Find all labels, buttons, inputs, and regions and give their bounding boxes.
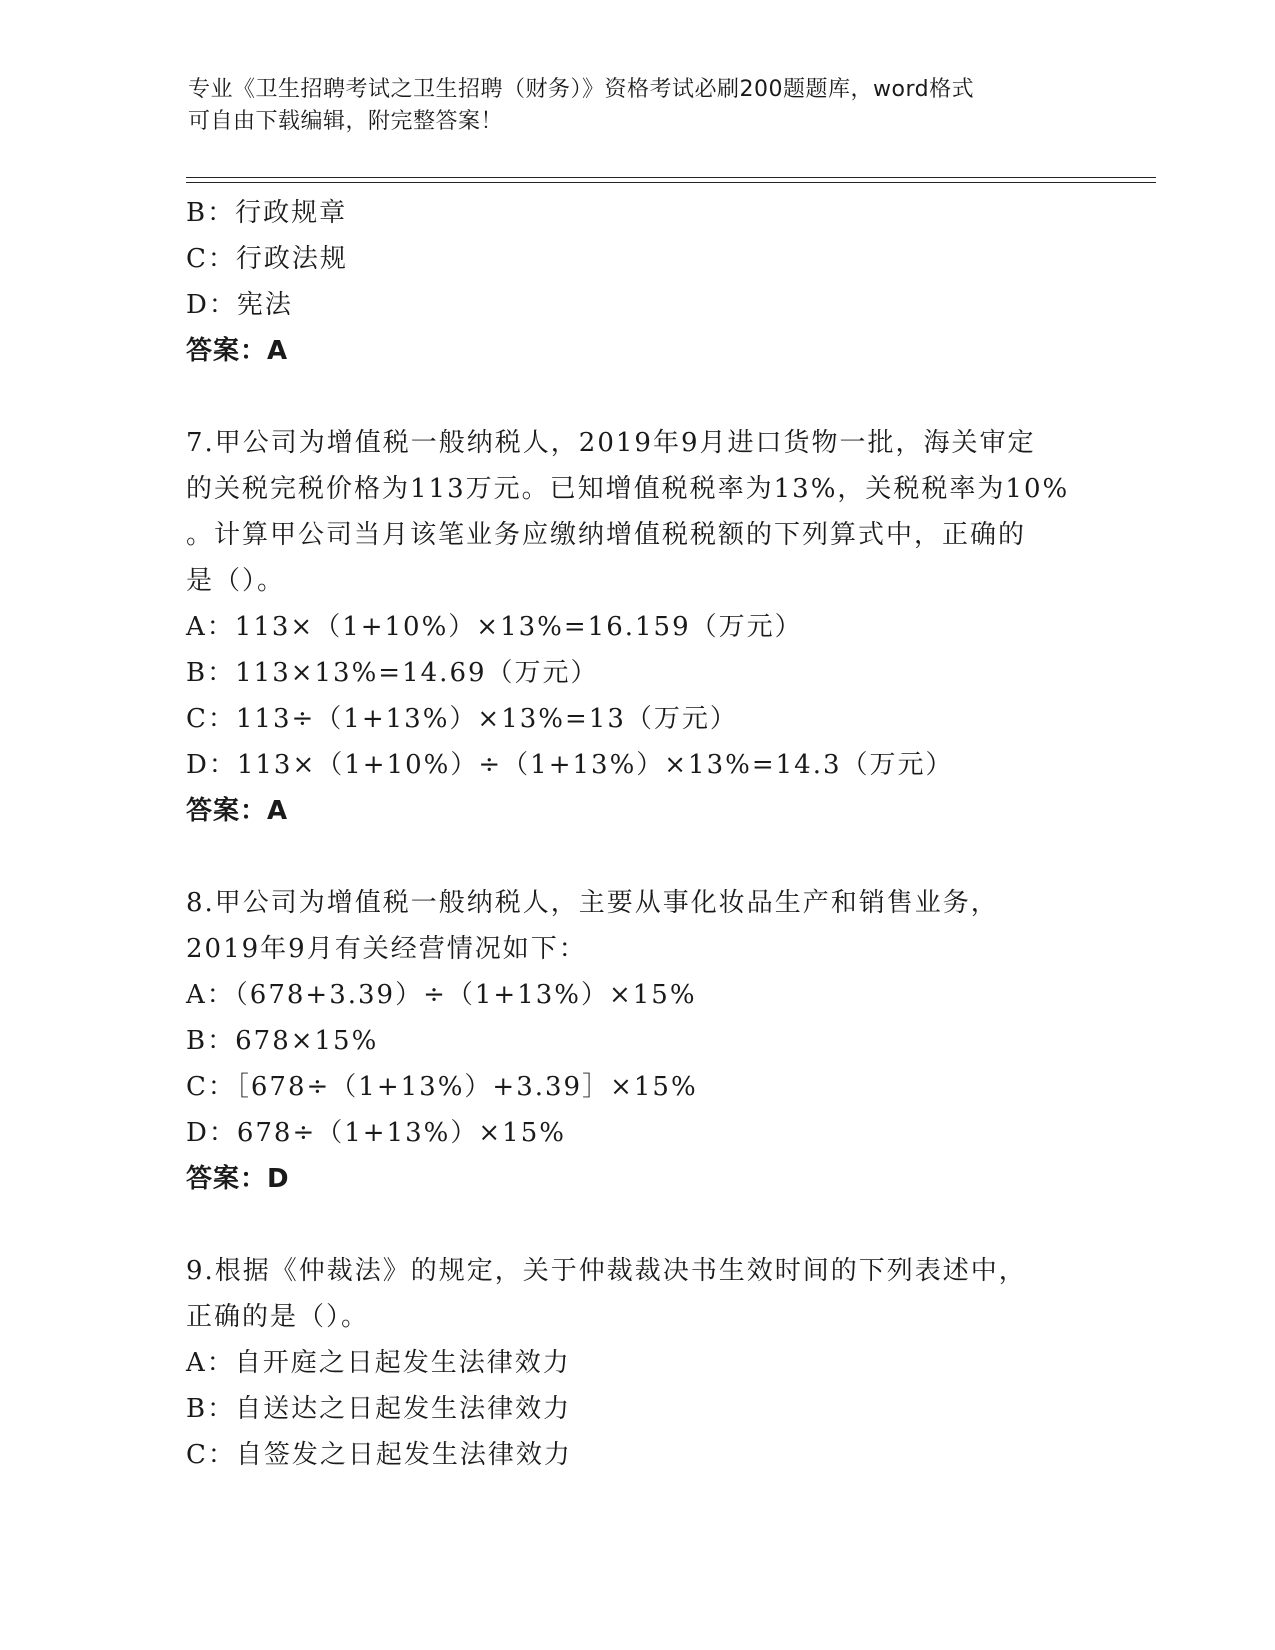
header-divider-thick (186, 177, 1156, 178)
answer-line: 答案：A (186, 336, 289, 366)
question-6-tail (186, 190, 1086, 374)
page-header (188, 74, 1088, 138)
option-d: D：宪法 (186, 290, 293, 320)
header-divider-thin (186, 182, 1156, 183)
answer-line: 答案：A (186, 796, 289, 826)
option-a: A：113×（1+10%）×13%=16.159（万元） (186, 612, 803, 642)
option-a: A：自开庭之日起发生法律效力 (186, 1348, 571, 1378)
header-line-2: 可自由下载编辑，附完整答案！ (188, 109, 504, 134)
option-b: B：113×13%=14.69（万元） (186, 658, 599, 688)
option-d: D：113×（1+10%）÷（1+13%）×13%=14.3（万元） (186, 750, 954, 780)
option-c: C：［678÷（1+13%）+3.39］×15% (186, 1072, 698, 1102)
option-b: B：678×15% (186, 1026, 379, 1056)
question-list (186, 190, 1086, 1478)
question-stem-line: 的关税完税价格为113万元。已知增值税税率为13%，关税税率为10% (186, 474, 1070, 504)
option-c: C：行政法规 (186, 244, 348, 274)
option-b: B：行政规章 (186, 198, 348, 228)
question-9 (186, 1248, 1086, 1478)
question-stem-line: 2019年9月有关经营情况如下： (186, 934, 587, 964)
question-7 (186, 420, 1086, 834)
option-b: B：自送达之日起发生法律效力 (186, 1394, 572, 1424)
header-line-1: 专业《卫生招聘考试之卫生招聘（财务）》资格考试必刷200题题库，word格式 (188, 77, 975, 102)
option-c: C：自签发之日起发生法律效力 (186, 1440, 572, 1470)
option-c: C：113÷（1+13%）×13%=13（万元） (186, 704, 738, 734)
question-stem-line: 是（）。 (186, 566, 286, 596)
option-a: A：（678+3.39）÷（1+13%）×15% (186, 980, 697, 1010)
question-8 (186, 880, 1086, 1202)
question-stem-line: 正确的是（）。 (186, 1302, 370, 1332)
question-stem-line: 。计算甲公司当月该笔业务应缴纳增值税税额的下列算式中，正确的 (186, 520, 1027, 550)
question-stem-line: 7.甲公司为增值税一般纳税人，2019年9月进口货物一批，海关审定 (186, 428, 1036, 458)
question-stem-line: 9.根据《仲裁法》的规定，关于仲裁裁决书生效时间的下列表述中， (186, 1256, 1027, 1286)
question-stem-line: 8.甲公司为增值税一般纳税人，主要从事化妆品生产和销售业务， (186, 888, 999, 918)
answer-line: 答案：D (186, 1164, 290, 1194)
option-d: D：678÷（1+13%）×15% (186, 1118, 566, 1148)
